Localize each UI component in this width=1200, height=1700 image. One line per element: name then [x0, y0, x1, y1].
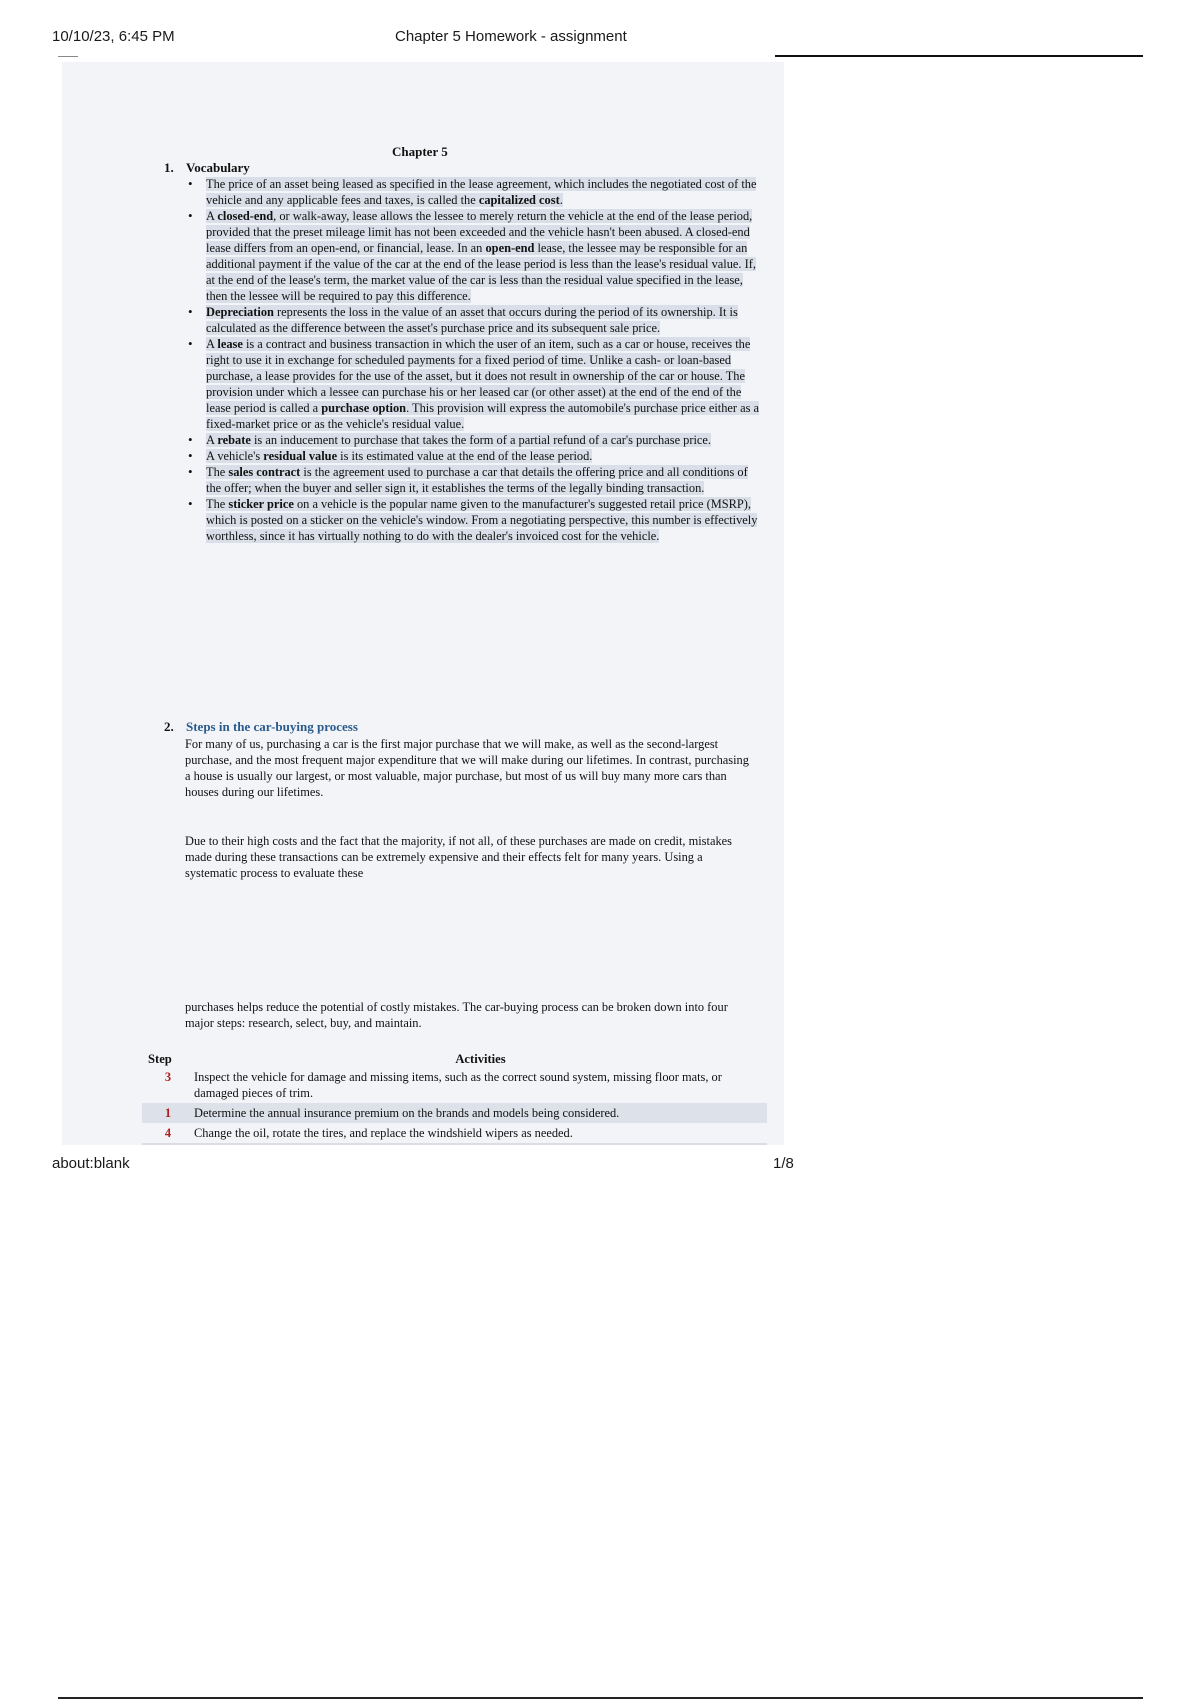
vocab-item-text: A rebate is an inducement to purchase that takes the form of a partial refund of a car's purchase price. — [206, 433, 712, 447]
column-header-activities: Activities — [455, 1052, 506, 1066]
bottom-rule — [58, 1697, 1143, 1699]
activity-text: Inspect the vehicle for damage and missing items, such as the correct sound system, missing floor mats, or damaged pieces of trim. — [194, 1070, 722, 1100]
vocab-item — [184, 448, 764, 464]
section-vocabulary-heading — [164, 160, 250, 176]
print-footer-url: about:blank — [52, 1155, 130, 1172]
vocab-item — [184, 336, 764, 432]
activity-text: Change the oil, rotate the tires, and replace the windshield wipers as needed. — [194, 1123, 767, 1144]
vocab-item — [184, 464, 764, 496]
table-row[interactable] — [142, 1123, 767, 1144]
vocab-item-text: A vehicle's residual value is its estimated value at the end of the lease period. — [206, 449, 593, 463]
paragraph: Due to their high costs and the fact that the majority, if not all, of these purchases are made on credit, mistakes made during these transactions can be extremely expensive and their effects felt for many years. Using a systematic process to evaluate these — [185, 834, 732, 880]
vocab-item-text: The price of an asset being leased as specified in the lease agreement, which includes the negotiated cost of the vehicle and any applicable fees and taxes, is called the capitalized cost. — [206, 177, 757, 207]
section-steps-heading — [164, 719, 358, 735]
section-number: 2. — [164, 719, 174, 734]
chapter-title: Chapter 5 — [392, 144, 448, 159]
activity-text: Determine the annual insurance premium on the brands and models being considered. — [194, 1103, 767, 1123]
column-header-step: Step — [148, 1052, 172, 1066]
header-rule — [775, 55, 1143, 57]
table-row[interactable] — [142, 1103, 767, 1123]
vocab-item — [184, 208, 764, 304]
vocab-item — [184, 176, 764, 208]
print-footer-page-number: 1/8 — [773, 1155, 794, 1172]
section-title: Steps in the car-buying process — [186, 719, 358, 734]
vocabulary-list — [184, 176, 764, 544]
print-header-title: Chapter 5 Homework - assignment — [395, 28, 627, 45]
section-number: 1. — [164, 160, 174, 175]
steps-table — [142, 1051, 767, 1145]
step-number[interactable]: 4 — [142, 1123, 194, 1144]
vocab-item — [184, 496, 764, 544]
header-rule-left — [58, 56, 78, 57]
vocab-item-text: A lease is a contract and business transaction in which the user of an item, such as a car or house, receives the right to use it in exchange for scheduled payments for a fixed period of time. Unlike a cash- or loan-based purchase, a lease provides for the use of the asset, but it does not result in ownership of the car or house. The provision under which a lessee can purchase his or her leased car (or other asset) at the end of the end of the lease period is called a purchase option. This provision will express the automobile's purchase price either as a fixed-market price or as the vehicle's residual value. — [206, 337, 760, 431]
print-header-datetime: 10/10/23, 6:45 PM — [52, 28, 175, 45]
vocab-item-text: The sticker price on a vehicle is the popular name given to the manufacturer's suggested retail price (MSRP), which is posted on a sticker on the vehicle's window. From a negotiating perspective, this number is effectively worthless, since it has virtually nothing to do with the dealer's invoiced cost for the vehicle. — [206, 497, 758, 543]
vocab-item-text: The sales contract is the agreement used to purchase a car that details the offering price and all conditions of the offer; when the buyer and seller sign it, it establishes the terms of the legally binding transaction. — [206, 465, 748, 495]
table-row[interactable] — [142, 1067, 767, 1103]
step-number[interactable]: 3 — [164, 1070, 172, 1084]
paragraph: For many of us, purchasing a car is the first major purchase that we will make, as well as the second-largest purchase, and the most frequent major expenditure that we will make during our lifetimes. In contrast, purchasing a house is usually our largest, or most valuable, major purchase, but most of us will buy many more cars than houses during our lifetimes. — [185, 737, 749, 799]
document-page — [62, 62, 784, 1145]
vocab-item — [184, 304, 764, 336]
paragraph: purchases helps reduce the potential of costly mistakes. The car-buying process can be broken down into four major steps: research, select, buy, and maintain. — [185, 1000, 728, 1030]
vocab-item — [184, 432, 764, 448]
section-title: Vocabulary — [186, 160, 250, 175]
step-number[interactable]: 1 — [142, 1103, 194, 1123]
table-header-row — [142, 1051, 767, 1067]
vocab-item-text: A closed-end, or walk-away, lease allows the lessee to merely return the vehicle at the end of the lease period, provided that the preset mileage limit has not been exceeded and the vehicle hasn't been abused. A closed-end lease differs from an open-end, or financial, lease. In an open-end lease, the lessee may be responsible for an additional payment if the value of the car at the end of the lease period is less than the lease's residual value. If, at the end of the lease's term, the market value of the car is less than the residual value specified in the lease, then the lessee will be required to pay this difference. — [206, 209, 756, 303]
vocab-item-text: Depreciation represents the loss in the value of an asset that occurs during the period of its ownership. It is calculated as the difference between the asset's purchase price and its subsequent sale price. — [206, 305, 738, 335]
